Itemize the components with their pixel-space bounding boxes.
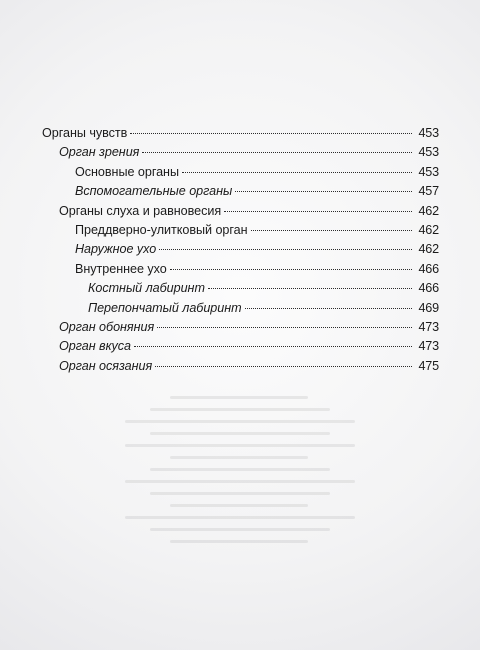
toc-entry xyxy=(42,202,439,221)
toc-entry-title: Преддверно-улитковый орган xyxy=(75,222,248,237)
toc-entry-title: Основные органы xyxy=(75,164,179,179)
toc-entry-page: 469 xyxy=(418,300,439,315)
dot-leader xyxy=(208,288,412,289)
toc-entry-page: 462 xyxy=(418,203,439,218)
dot-leader xyxy=(134,346,412,347)
toc-entry xyxy=(42,260,439,279)
toc-entry xyxy=(42,143,439,162)
ghost-line xyxy=(150,432,330,435)
toc-entry-title: Внутреннее ухо xyxy=(75,261,167,276)
ghost-line xyxy=(125,444,355,447)
toc-entry-page: 473 xyxy=(418,319,439,334)
table-of-contents xyxy=(42,124,439,376)
toc-entry-title: Орган обоняния xyxy=(59,319,155,334)
toc-entry-title: Органы чувств xyxy=(42,126,128,140)
ghost-line xyxy=(170,540,308,543)
toc-entry xyxy=(42,163,439,182)
dot-leader xyxy=(155,366,412,367)
ghost-line xyxy=(170,396,308,399)
toc-entry-page: 453 xyxy=(418,145,439,160)
dot-leader xyxy=(235,191,412,192)
dot-leader xyxy=(159,249,412,250)
dot-leader xyxy=(245,308,412,309)
ghost-line xyxy=(125,516,355,519)
dot-leader xyxy=(157,327,412,328)
toc-entry xyxy=(42,357,439,376)
toc-entry xyxy=(42,337,439,356)
toc-entry-title: Вспомогательные органы xyxy=(75,184,233,199)
dot-leader xyxy=(130,133,412,134)
toc-entry-title: Органы слуха и равновесия xyxy=(59,203,222,218)
toc-entry-page: 466 xyxy=(418,281,439,296)
dot-leader xyxy=(224,211,412,212)
toc-entry-page: 466 xyxy=(418,261,439,276)
toc-entry xyxy=(42,318,439,337)
toc-entry xyxy=(42,299,439,318)
toc-entry xyxy=(42,240,439,259)
toc-entry xyxy=(42,124,439,143)
ghost-line xyxy=(170,504,308,507)
toc-entry-page: 453 xyxy=(418,164,439,179)
dot-leader xyxy=(170,269,412,270)
ghost-line xyxy=(150,492,330,495)
toc-entry xyxy=(42,182,439,201)
ghost-line xyxy=(125,480,355,483)
toc-entry xyxy=(42,279,439,298)
toc-entry-title: Орган осязания xyxy=(59,358,153,373)
ghost-line xyxy=(150,468,330,471)
toc-entry-page: 473 xyxy=(418,339,439,354)
show-through-text xyxy=(115,396,365,561)
toc-entry-title: Наружное ухо xyxy=(75,242,157,257)
ghost-line xyxy=(170,456,308,459)
toc-entry-title: Костный лабиринт xyxy=(88,281,205,296)
dot-leader xyxy=(182,172,412,173)
ghost-line xyxy=(150,408,330,411)
toc-entry-page: 453 xyxy=(418,126,439,140)
ghost-line xyxy=(150,528,330,531)
dot-leader xyxy=(251,230,412,231)
toc-entry-title: Перепончатый лабиринт xyxy=(88,300,242,315)
dot-leader xyxy=(142,152,412,153)
toc-entry-page: 457 xyxy=(418,184,439,199)
toc-entry-page: 462 xyxy=(418,242,439,257)
toc-entry-page: 462 xyxy=(418,222,439,237)
ghost-line xyxy=(125,420,355,423)
toc-entry-title: Орган зрения xyxy=(59,145,140,160)
toc-entry-page: 475 xyxy=(418,358,439,373)
toc-entry-title: Орган вкуса xyxy=(59,339,131,354)
toc-entry xyxy=(42,221,439,240)
